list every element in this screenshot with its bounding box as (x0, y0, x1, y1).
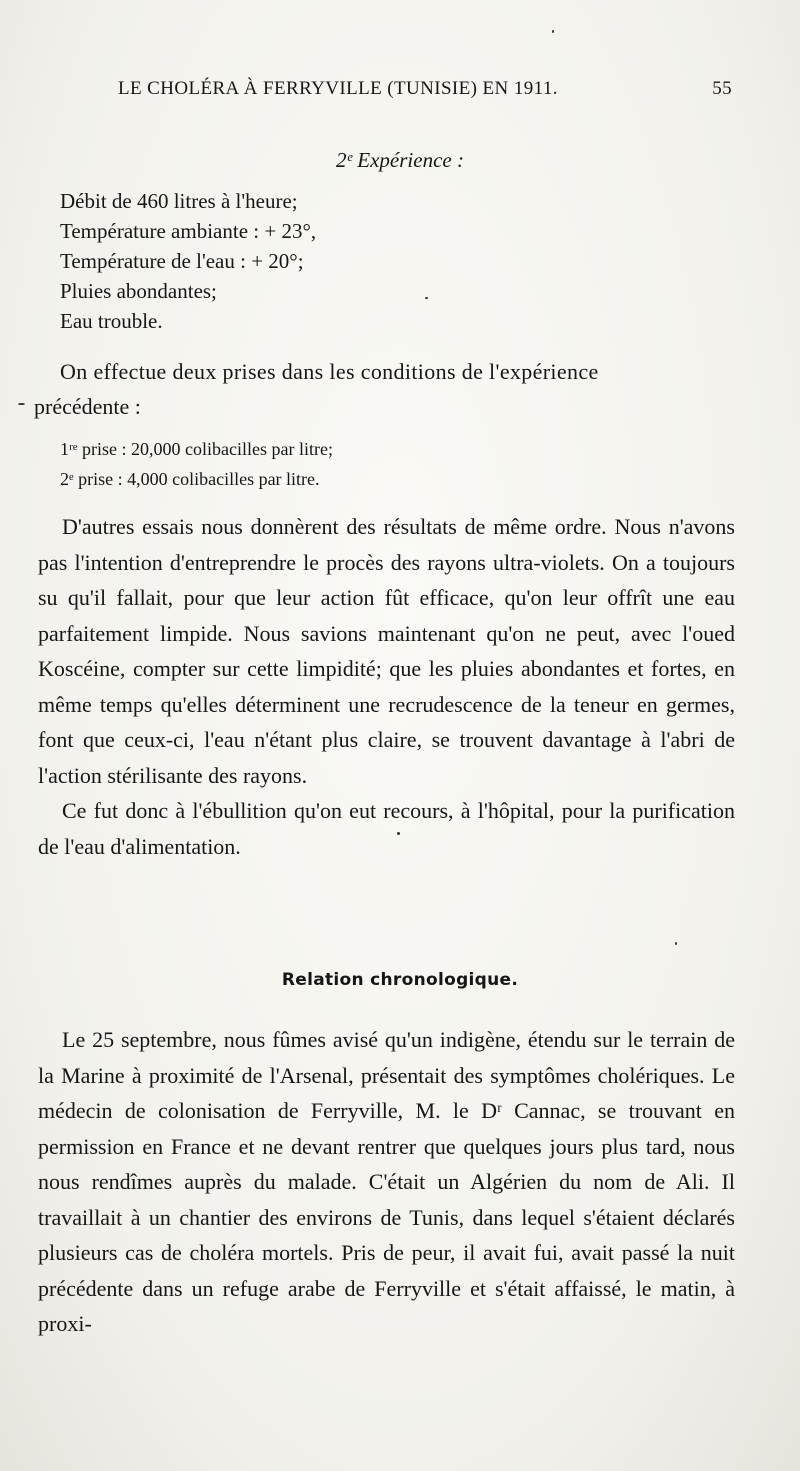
chronology-paragraph: Le 25 septembre, nous fûmes avisé qu'un indigène, étendu sur le terrain de la Marine à proximité de l'Arsenal, présentait des symptômes cholériques. Le médecin de colonisation de Ferryville, M. le Dʳ Cannac, se trouvant en permission en France et ne devant rentrer que quelques jours plus tard, nous nous rendîmes auprès du malade. C'était un Algérien du nom de Ali. Il travaillait à un chantier des environs de Tunis, dans lequel s'étaient déclarés plusieurs cas de choléra mortels. Pris de peur, il avait fui, avait passé la nuit précédente dans un refuge arabe de Ferryville et s'était affaissé, le matin, à proxi- (38, 1027, 735, 1336)
param-rain: Pluies abondantes; (60, 279, 217, 303)
print-speck (18, 403, 25, 405)
print-speck (675, 942, 677, 945)
discussion-paragraph-2: Ce fut donc à l'ébullition qu'on eut recours, à l'hôpital, pour la purification de l'eau d'alimentation. (38, 798, 735, 859)
print-speck (397, 832, 400, 835)
param-ambient-temperature: Température ambiante : + 23°, (60, 219, 317, 243)
print-speck (552, 30, 554, 33)
chronology-text (38, 1022, 735, 1342)
sample-second: 2ᵉ prise : 4,000 colibacilles par litre. (60, 469, 320, 489)
experience-parameters (60, 186, 740, 336)
discussion-paragraph-1: D'autres essais nous donnèrent des résultats de même ordre. Nous n'avons pas l'intention d'entreprendre le procès des rayons ultra-violets. On a toujours su qu'il fallait, pour que leur action fût efficace, qu'on leur offrît une eau parfaitement limpide. Nous savions maintenant qu'on ne peut, avec l'oued Koscéine, compter sur cette limpidité; que les pluies abondantes et fortes, en même temps qu'elles déterminent une recrudescence de la teneur en germes, font que ceux-ci, l'eau n'étant plus claire, se trouvent davantage à l'abri de l'action stérilisante des rayons. (38, 514, 735, 788)
param-flow-rate: Débit de 460 litres à l'heure; (60, 189, 298, 213)
sample-first: 1ʳᵉ prise : 20,000 colibacilles par litre; (60, 439, 333, 459)
sample-results (60, 434, 740, 494)
intro-paragraph (34, 354, 740, 424)
section-title: Relation chronologique. (281, 970, 519, 990)
discussion-text (38, 509, 735, 864)
experience-heading: 2ᵉ Expérience : (336, 148, 464, 172)
intro-line-1: On effectue deux prises dans les conditions de l'expérience (60, 359, 599, 384)
intro-line-2: précédente : (34, 394, 141, 419)
print-speck (425, 297, 428, 299)
page-number: 55 (712, 78, 732, 99)
param-water-state: Eau trouble. (60, 309, 163, 333)
param-water-temperature: Température de l'eau : + 20°; (60, 249, 304, 273)
running-title: LE CHOLÉRA À FERRYVILLE (TUNISIE) EN 1911. (118, 78, 558, 99)
page-header (118, 78, 738, 108)
